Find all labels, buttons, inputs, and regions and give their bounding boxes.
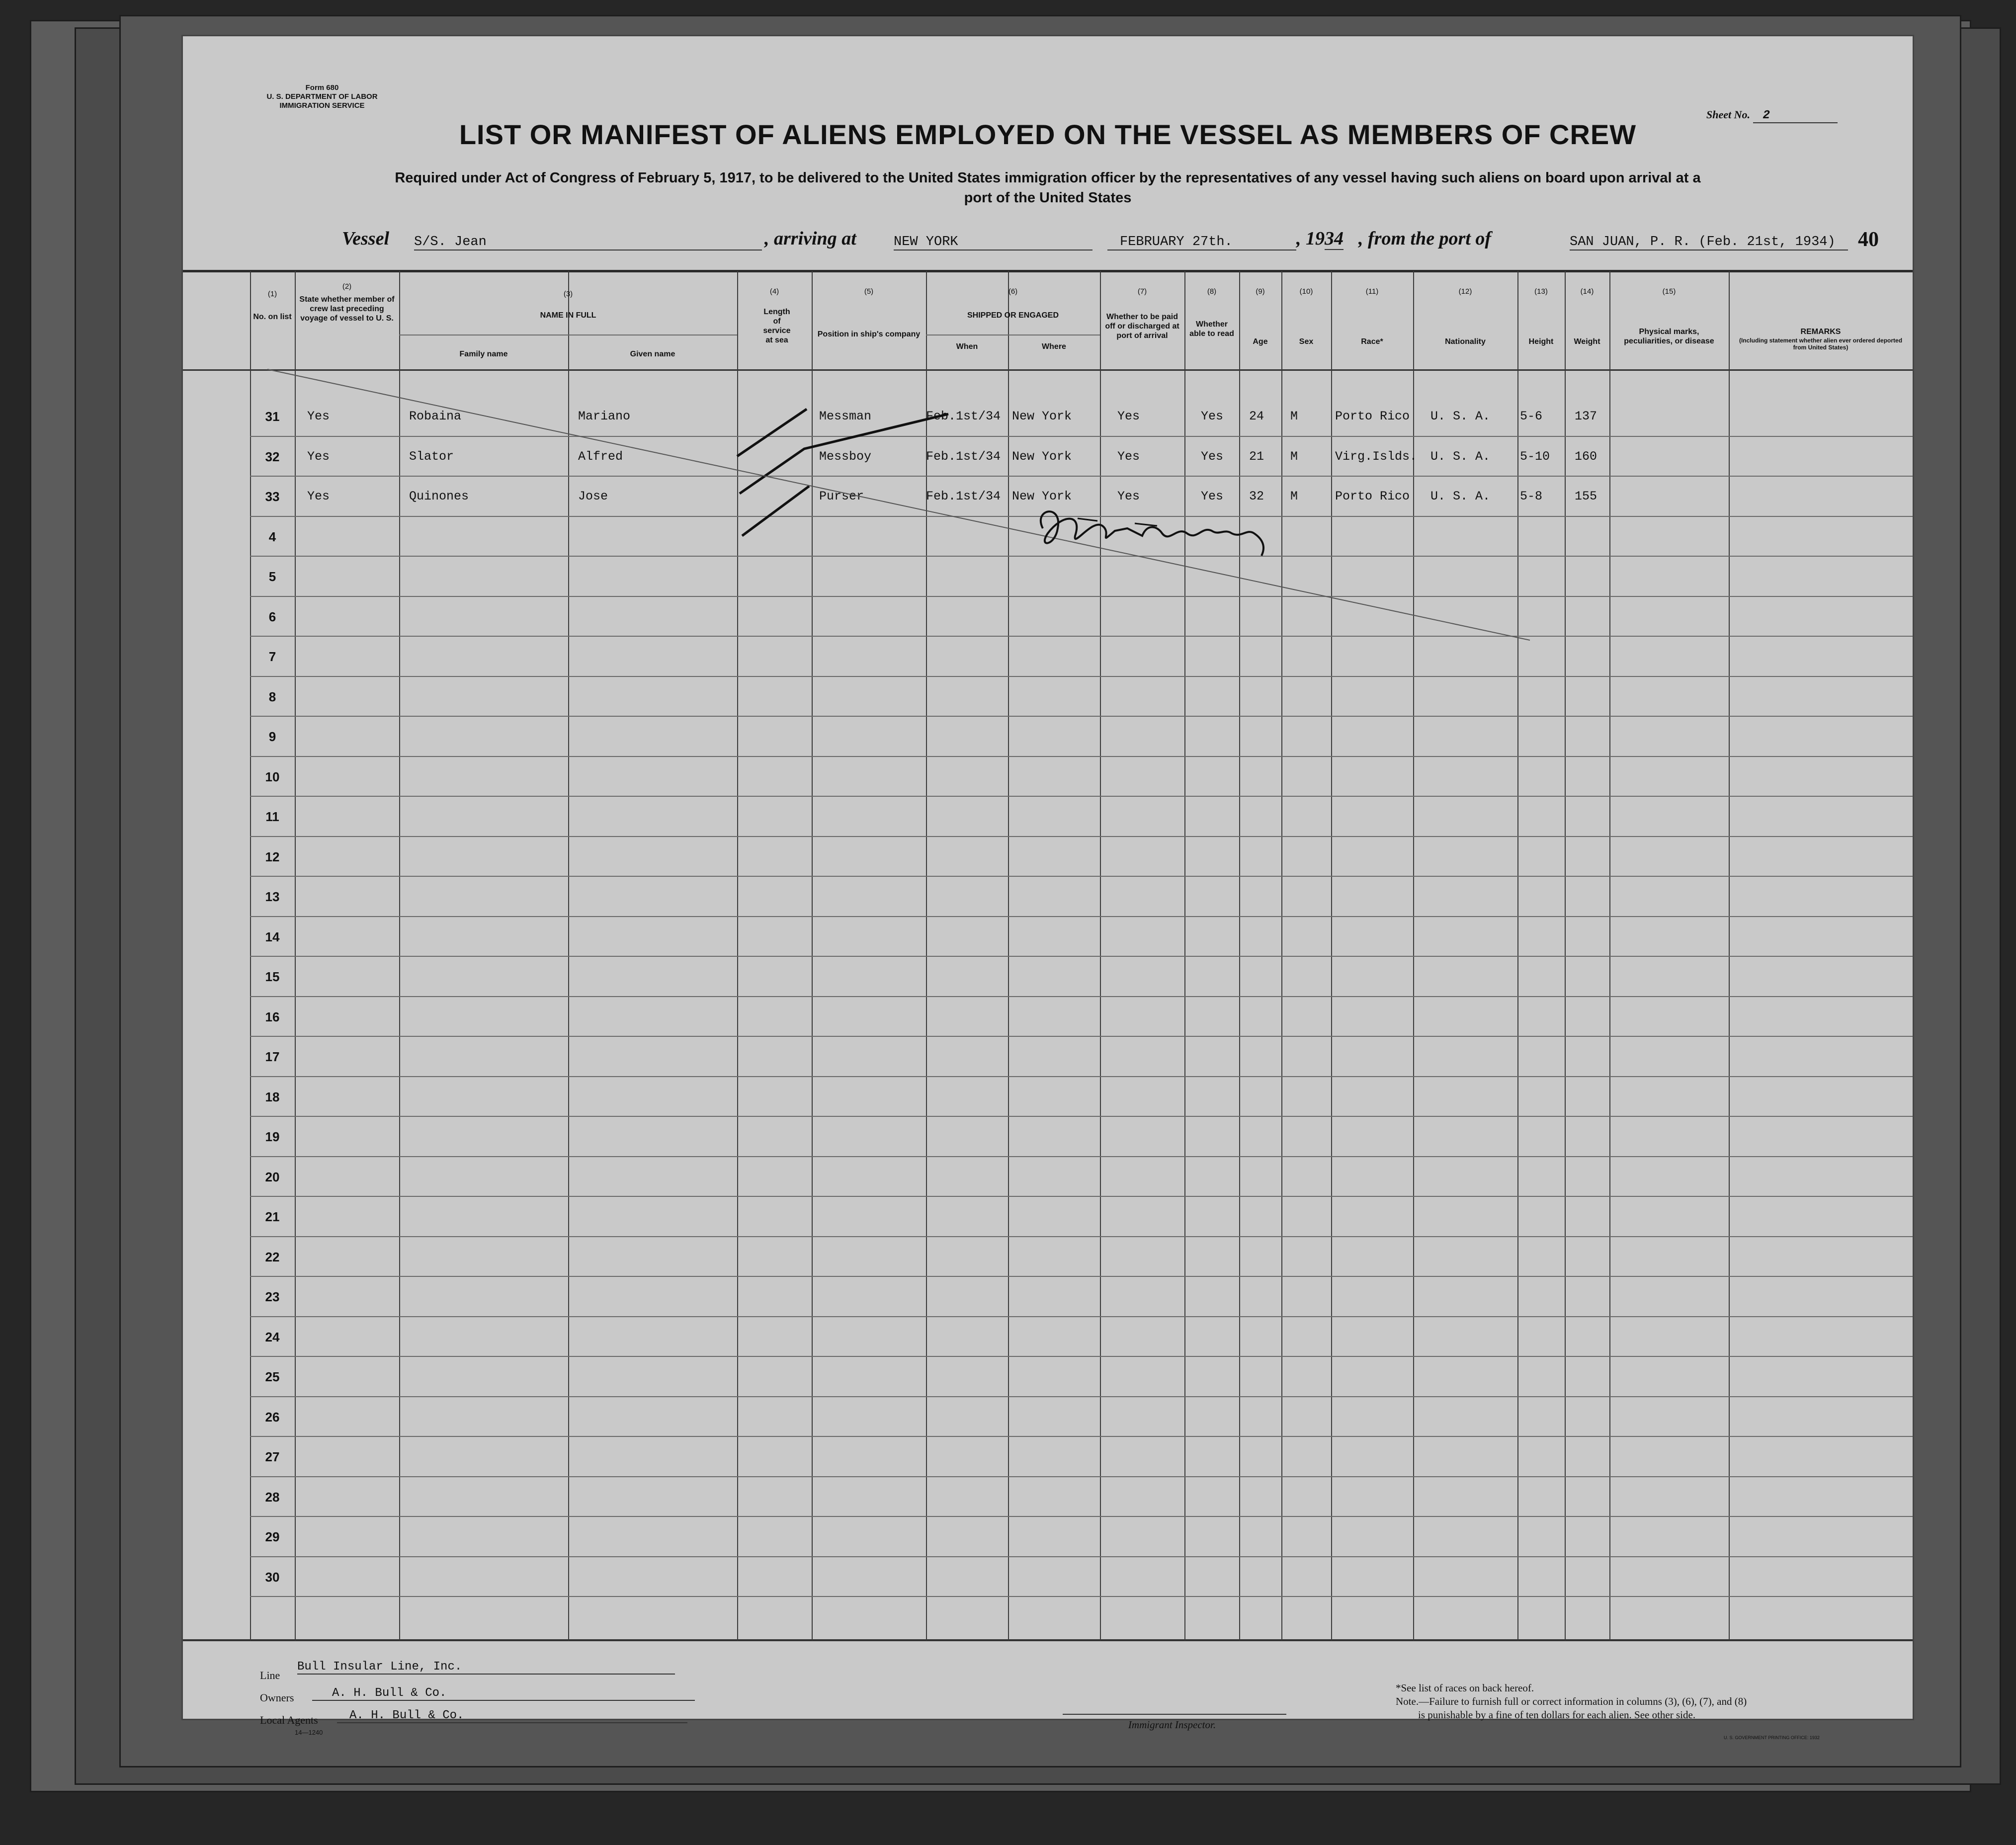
agents-value: A. H. Bull & Co. xyxy=(337,1709,687,1723)
row-number: 5 xyxy=(268,569,276,584)
cell-family: Robaina xyxy=(409,409,462,423)
row-rule xyxy=(250,1596,1913,1597)
cell-position: Messboy xyxy=(819,449,872,464)
cell-height: 5-6 xyxy=(1520,409,1543,423)
cell-race: Porto Rico xyxy=(1335,409,1410,423)
cell-when: Feb.1st/34 xyxy=(926,449,1001,464)
cell-prev: Yes xyxy=(307,449,330,464)
owners-value: A. H. Bull & Co. xyxy=(312,1686,695,1701)
footer-owners xyxy=(260,1686,707,1704)
row-rule xyxy=(250,996,1913,997)
row-number: 21 xyxy=(265,1209,280,1224)
row-number: 22 xyxy=(265,1249,280,1264)
col12-header: Nationality xyxy=(1445,337,1486,346)
cell-nationality: U. S. A. xyxy=(1430,449,1491,464)
row-number: 26 xyxy=(265,1409,280,1425)
voyage-line xyxy=(342,228,1893,252)
row-rule xyxy=(250,1356,1913,1357)
col15-number: (15) xyxy=(1662,287,1676,296)
row-rule xyxy=(250,1556,1913,1557)
row-rule xyxy=(250,1516,1913,1517)
row-rule xyxy=(250,676,1913,677)
col8-header: Whether able to read xyxy=(1189,320,1234,338)
row-number: 8 xyxy=(268,689,276,704)
col6-header: SHIPPED OR ENGAGED xyxy=(967,311,1059,320)
row-rule xyxy=(250,1396,1913,1397)
col12-number: (12) xyxy=(1458,287,1472,296)
col1-number: (1) xyxy=(267,290,277,298)
col3-number: (3) xyxy=(563,290,573,298)
row-rule xyxy=(250,1476,1913,1477)
row-rule xyxy=(250,876,1913,877)
vessel-label: Vessel xyxy=(342,228,389,249)
cell-nationality: U. S. A. xyxy=(1430,489,1491,503)
page-number: 40 xyxy=(1858,228,1879,251)
row-number: 31 xyxy=(265,409,280,424)
col6a-header: When xyxy=(956,342,978,351)
row-number: 33 xyxy=(265,489,280,504)
col14-number: (14) xyxy=(1580,287,1594,296)
row-number: 15 xyxy=(265,969,280,984)
page-title: LIST OR MANIFEST OF ALIENS EMPLOYED ON THE VESSEL AS MEMBERS OF CREW xyxy=(459,119,1637,150)
row-rule xyxy=(250,1196,1913,1197)
col11-number: (11) xyxy=(1365,287,1379,296)
cell-read: Yes xyxy=(1201,409,1224,423)
row-rule xyxy=(250,716,1913,717)
arriving-value: NEW YORK xyxy=(894,235,1092,251)
subtitle-line-2: port of the United States xyxy=(964,190,1132,206)
from-label: , from the port of xyxy=(1358,228,1492,249)
subtitle-line-1: Required under Act of Congress of February 5, 1917, to be delivered to the United States immigration officer by the representatives of any vessel having such aliens on board upon arrival at a xyxy=(395,170,1701,186)
cell-nationality: U. S. A. xyxy=(1430,409,1491,423)
cell-family: Slator xyxy=(409,449,454,464)
cell-sex: M xyxy=(1290,489,1298,503)
row-number: 17 xyxy=(265,1049,280,1064)
row-rule xyxy=(250,1316,1913,1317)
cell-where: New York xyxy=(1012,449,1072,464)
penalty-note-2: is punishable by a fine of ten dollars for each alien. See other side. xyxy=(1418,1709,1696,1721)
from-port-value: SAN JUAN, P. R. (Feb. 21st, 1934) xyxy=(1570,235,1848,251)
sheet-label: Sheet No. xyxy=(1706,108,1750,121)
row-number: 18 xyxy=(265,1089,280,1104)
vessel-value: S/S. Jean xyxy=(414,235,762,251)
col10-number: (10) xyxy=(1299,287,1313,296)
col13-number: (13) xyxy=(1534,287,1548,296)
col9-header: Age xyxy=(1253,337,1268,346)
row-number: 23 xyxy=(265,1289,280,1304)
row-rule xyxy=(250,956,1913,957)
row-number: 10 xyxy=(265,769,280,784)
col4-number: (4) xyxy=(769,287,779,296)
row-number: 14 xyxy=(265,929,280,944)
col2-number: (2) xyxy=(342,282,352,291)
row-rule xyxy=(250,1076,1913,1077)
row-number: 28 xyxy=(265,1489,280,1505)
row-rule xyxy=(250,796,1913,797)
row-number: 16 xyxy=(265,1009,280,1024)
row-rule xyxy=(250,836,1913,837)
cell-where: New York xyxy=(1012,409,1072,423)
cell-age: 32 xyxy=(1249,489,1264,503)
row-rule xyxy=(250,1036,1913,1037)
row-number: 30 xyxy=(265,1569,280,1585)
line-value: Bull Insular Line, Inc. xyxy=(297,1660,675,1675)
row-rule xyxy=(250,756,1913,757)
table-bottom-rule xyxy=(183,1639,1913,1641)
year-prefix: , 19 xyxy=(1296,228,1325,249)
inspector-label: Immigrant Inspector. xyxy=(1128,1719,1216,1731)
cell-paid: Yes xyxy=(1117,449,1140,464)
cell-race: Porto Rico xyxy=(1335,489,1410,503)
cell-given: Alfred xyxy=(578,449,623,464)
form-department: U. S. DEPARTMENT OF LABOR xyxy=(266,92,378,101)
page-subtitle xyxy=(257,168,1838,208)
cell-given: Jose xyxy=(578,489,608,503)
cell-position: Messman xyxy=(819,409,872,423)
col3b-header: Given name xyxy=(630,350,675,358)
cell-where: New York xyxy=(1012,489,1072,503)
inspector-signature xyxy=(1028,499,1306,568)
form-code: 14—1240 xyxy=(295,1729,323,1736)
col5-header: Position in ship's company xyxy=(817,330,921,338)
agents-label: Local Agents xyxy=(260,1714,318,1726)
line-label: Line xyxy=(260,1669,280,1681)
table-top-rule xyxy=(183,270,1913,272)
col3a-header: Family name xyxy=(459,350,508,358)
row-number: 4 xyxy=(268,529,276,544)
printer-imprint: U. S. GOVERNMENT PRINTING OFFICE: 1932 xyxy=(1724,1735,1820,1740)
col13-header: Height xyxy=(1528,337,1554,346)
row-number: 25 xyxy=(265,1369,280,1384)
col1-header: No. on list xyxy=(253,313,292,321)
cell-when: Feb.1st/34 xyxy=(926,409,1001,423)
col15-header: Physical marks, peculiarities, or disease xyxy=(1624,328,1714,345)
col16-subheader: (Including statement whether alien ever ordered deported from United States) xyxy=(1739,337,1903,351)
row-number: 9 xyxy=(268,729,276,744)
penalty-note-1: Note.—Failure to furnish full or correct information in columns (3), (6), (7), and (8) xyxy=(1396,1695,1747,1707)
row-number: 13 xyxy=(265,889,280,904)
col6-number: (6) xyxy=(1008,287,1018,296)
arriving-label: , arriving at xyxy=(764,228,856,249)
row-number: 6 xyxy=(268,609,276,624)
cell-age: 24 xyxy=(1249,409,1264,423)
cell-prev: Yes xyxy=(307,489,330,503)
row-rule xyxy=(250,916,1913,917)
row-number: 29 xyxy=(265,1529,280,1544)
cell-height: 5-8 xyxy=(1520,489,1543,503)
row-rule xyxy=(250,1116,1913,1117)
footer-notes xyxy=(1396,1681,1893,1722)
row-number: 11 xyxy=(265,809,279,824)
cell-paid: Yes xyxy=(1117,409,1140,423)
arrival-date: FEBRUARY 27th. xyxy=(1107,235,1296,251)
row-number: 7 xyxy=(268,649,276,664)
col7-header: Whether to be paid off or discharged at port of arrival xyxy=(1105,313,1179,340)
row-rule xyxy=(250,1276,1913,1277)
sheet-no-value: 2 xyxy=(1753,109,1838,123)
cell-race: Virg.Islds. xyxy=(1335,449,1418,464)
year-value: 34 xyxy=(1325,228,1344,249)
cell-weight: 137 xyxy=(1575,409,1597,423)
form-number: Form 680 xyxy=(305,84,339,92)
col2-header: State whether member of crew last preceding voyage of vessel to U. S. xyxy=(299,295,395,323)
cell-family: Quinones xyxy=(409,489,469,503)
row-number: 32 xyxy=(265,449,280,464)
col11-header: Race* xyxy=(1361,337,1383,346)
owners-label: Owners xyxy=(260,1691,294,1704)
cell-given: Mariano xyxy=(578,409,631,423)
col7-number: (7) xyxy=(1137,287,1147,296)
cell-when: Feb.1st/34 xyxy=(926,489,1001,503)
col16-header: REMARKS xyxy=(1800,328,1841,336)
col3-header: NAME IN FULL xyxy=(540,311,596,320)
row-number: 12 xyxy=(265,849,280,864)
row-number: 27 xyxy=(265,1449,280,1464)
cell-age: 21 xyxy=(1249,449,1264,464)
row-number: 19 xyxy=(265,1129,280,1144)
cell-read: Yes xyxy=(1201,449,1224,464)
col4-header: Length of service at sea xyxy=(763,308,791,344)
cell-read: Yes xyxy=(1201,489,1224,503)
form-service: IMMIGRATION SERVICE xyxy=(279,101,365,110)
cell-weight: 160 xyxy=(1575,449,1597,464)
cell-paid: Yes xyxy=(1117,489,1140,503)
footer-line xyxy=(260,1660,707,1682)
manifest-sheet xyxy=(181,35,1914,1740)
row-rule xyxy=(250,1236,1913,1237)
col14-header: Weight xyxy=(1574,337,1600,346)
row-number: 20 xyxy=(265,1169,280,1184)
inspector-signature-line xyxy=(1063,1714,1286,1715)
cell-weight: 155 xyxy=(1575,489,1597,503)
col5-number: (5) xyxy=(864,287,874,296)
cell-prev: Yes xyxy=(307,409,330,423)
col8-number: (8) xyxy=(1207,287,1217,296)
col9-number: (9) xyxy=(1256,287,1265,296)
cell-sex: M xyxy=(1290,449,1298,464)
cell-height: 5-10 xyxy=(1520,449,1550,464)
row-rule xyxy=(250,1436,1913,1437)
col6b-header: Where xyxy=(1042,342,1066,351)
cell-sex: M xyxy=(1290,409,1298,423)
row-rule xyxy=(250,1156,1913,1157)
form-id-block xyxy=(248,84,397,110)
col10-header: Sex xyxy=(1299,337,1314,346)
footer-agents xyxy=(260,1709,707,1727)
races-note: *See list of races on back hereof. xyxy=(1396,1682,1534,1694)
cell-position: Purser xyxy=(819,489,864,503)
row-number: 24 xyxy=(265,1329,280,1344)
stray-ruling-line xyxy=(262,359,1555,658)
